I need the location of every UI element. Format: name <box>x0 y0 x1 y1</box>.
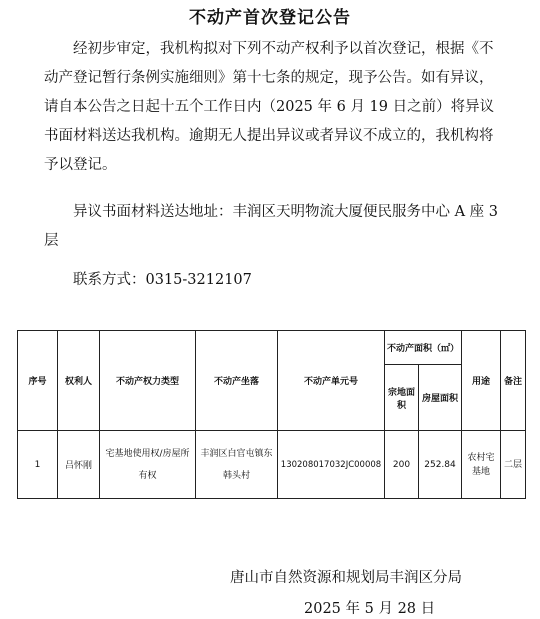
cell-house-area: 252.84 <box>419 431 462 499</box>
issuer-signature: 唐山市自然资源和规划局丰润区分局 <box>230 570 462 586</box>
header-holder: 权利人 <box>58 331 100 431</box>
cell-seq: 1 <box>18 431 58 499</box>
header-right-type: 不动产权力类型 <box>100 331 196 431</box>
header-land-area: 宗地面积 <box>385 365 419 431</box>
cell-location: 丰润区白官屯镇东韩头村 <box>196 431 278 499</box>
header-location: 不动产坐落 <box>196 331 278 431</box>
header-house-area: 房屋面积 <box>419 365 462 431</box>
notice-title: 不动产首次登记公告 <box>189 8 351 28</box>
header-area-group: 不动产面积（㎡） <box>385 331 462 365</box>
registration-table <box>17 330 526 499</box>
cell-unit-no: 130208017032JC00008 <box>278 431 385 499</box>
table-header-row-1 <box>18 331 526 365</box>
notice-paragraph-address: 异议书面材料送达地址：丰润区天明物流大厦便民服务中心 A 座 3 层 <box>44 204 499 249</box>
table-row <box>18 431 526 499</box>
header-use: 用途 <box>462 331 501 431</box>
cell-use: 农村宅基地 <box>462 431 501 499</box>
header-seq: 序号 <box>18 331 58 431</box>
cell-right-type: 宅基地使用权/房屋所有权 <box>100 431 196 499</box>
issue-date: 2025 年 5 月 28 日 <box>304 601 436 617</box>
cell-land-area: 200 <box>385 431 419 499</box>
notice-paragraph-contact: 联系方式：0315-3212107 <box>73 272 252 288</box>
cell-holder: 吕怀刚 <box>58 431 100 499</box>
cell-note: 二层 <box>501 431 526 499</box>
header-unit-no: 不动产单元号 <box>278 331 385 431</box>
header-note: 备注 <box>501 331 526 431</box>
notice-paragraph-main: 经初步审定，我机构拟对下列不动产权利予以首次登记，根据《不动产登记暂行条例实施细则》第十七条的规定，现予公告。如有异议，请自本公告之日起十五个工作日内（2025 年 6 月 19 日之前）将异议书面材料送达我机构。逾期无人提出异议或者异议不成立的，我机构将予以登记。 <box>44 41 495 173</box>
